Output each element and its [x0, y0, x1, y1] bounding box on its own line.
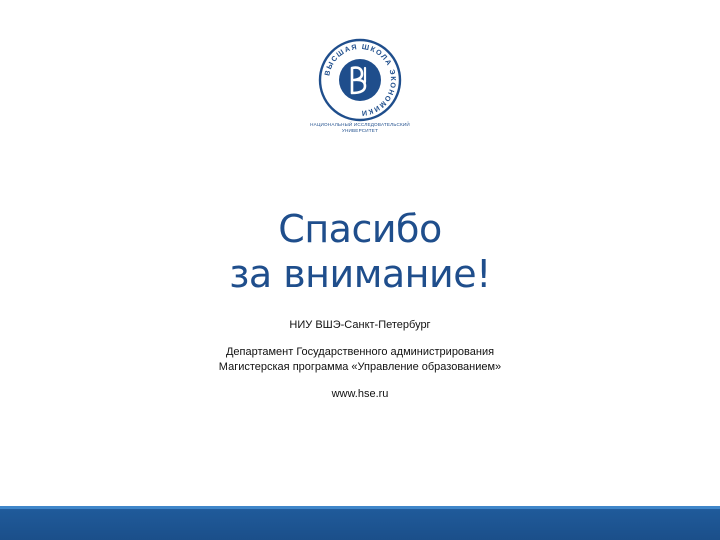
logo-ring-text: ВЫСШАЯ ШКОЛА ЭКОНОМИКИ	[322, 41, 399, 119]
hse-logo-graphic	[318, 38, 402, 122]
footer-bar	[0, 506, 720, 540]
headline-line2: за внимание!	[229, 252, 491, 296]
thank-you-heading	[0, 207, 720, 297]
logo-caption-line1: НАЦИОНАЛЬНЫЙ ИССЛЕДОВАТЕЛЬСКИЙ	[310, 122, 410, 127]
logo-caption	[290, 122, 430, 134]
hse-logo-icon	[318, 38, 402, 122]
department-name: Департамент Государственного администрирования	[225, 346, 495, 358]
university-name: НИУ ВШЭ-Санкт-Петербург	[289, 319, 431, 331]
program-name: Магистерская программа «Управление образованием»	[218, 361, 502, 373]
logo-caption-line2: УНИВЕРСИТЕТ	[341, 128, 379, 133]
contact-info	[0, 318, 720, 402]
headline-line1: Спасибо	[278, 207, 442, 251]
website-link[interactable]: www.hse.ru	[331, 388, 389, 400]
footer-stripe	[0, 506, 720, 509]
